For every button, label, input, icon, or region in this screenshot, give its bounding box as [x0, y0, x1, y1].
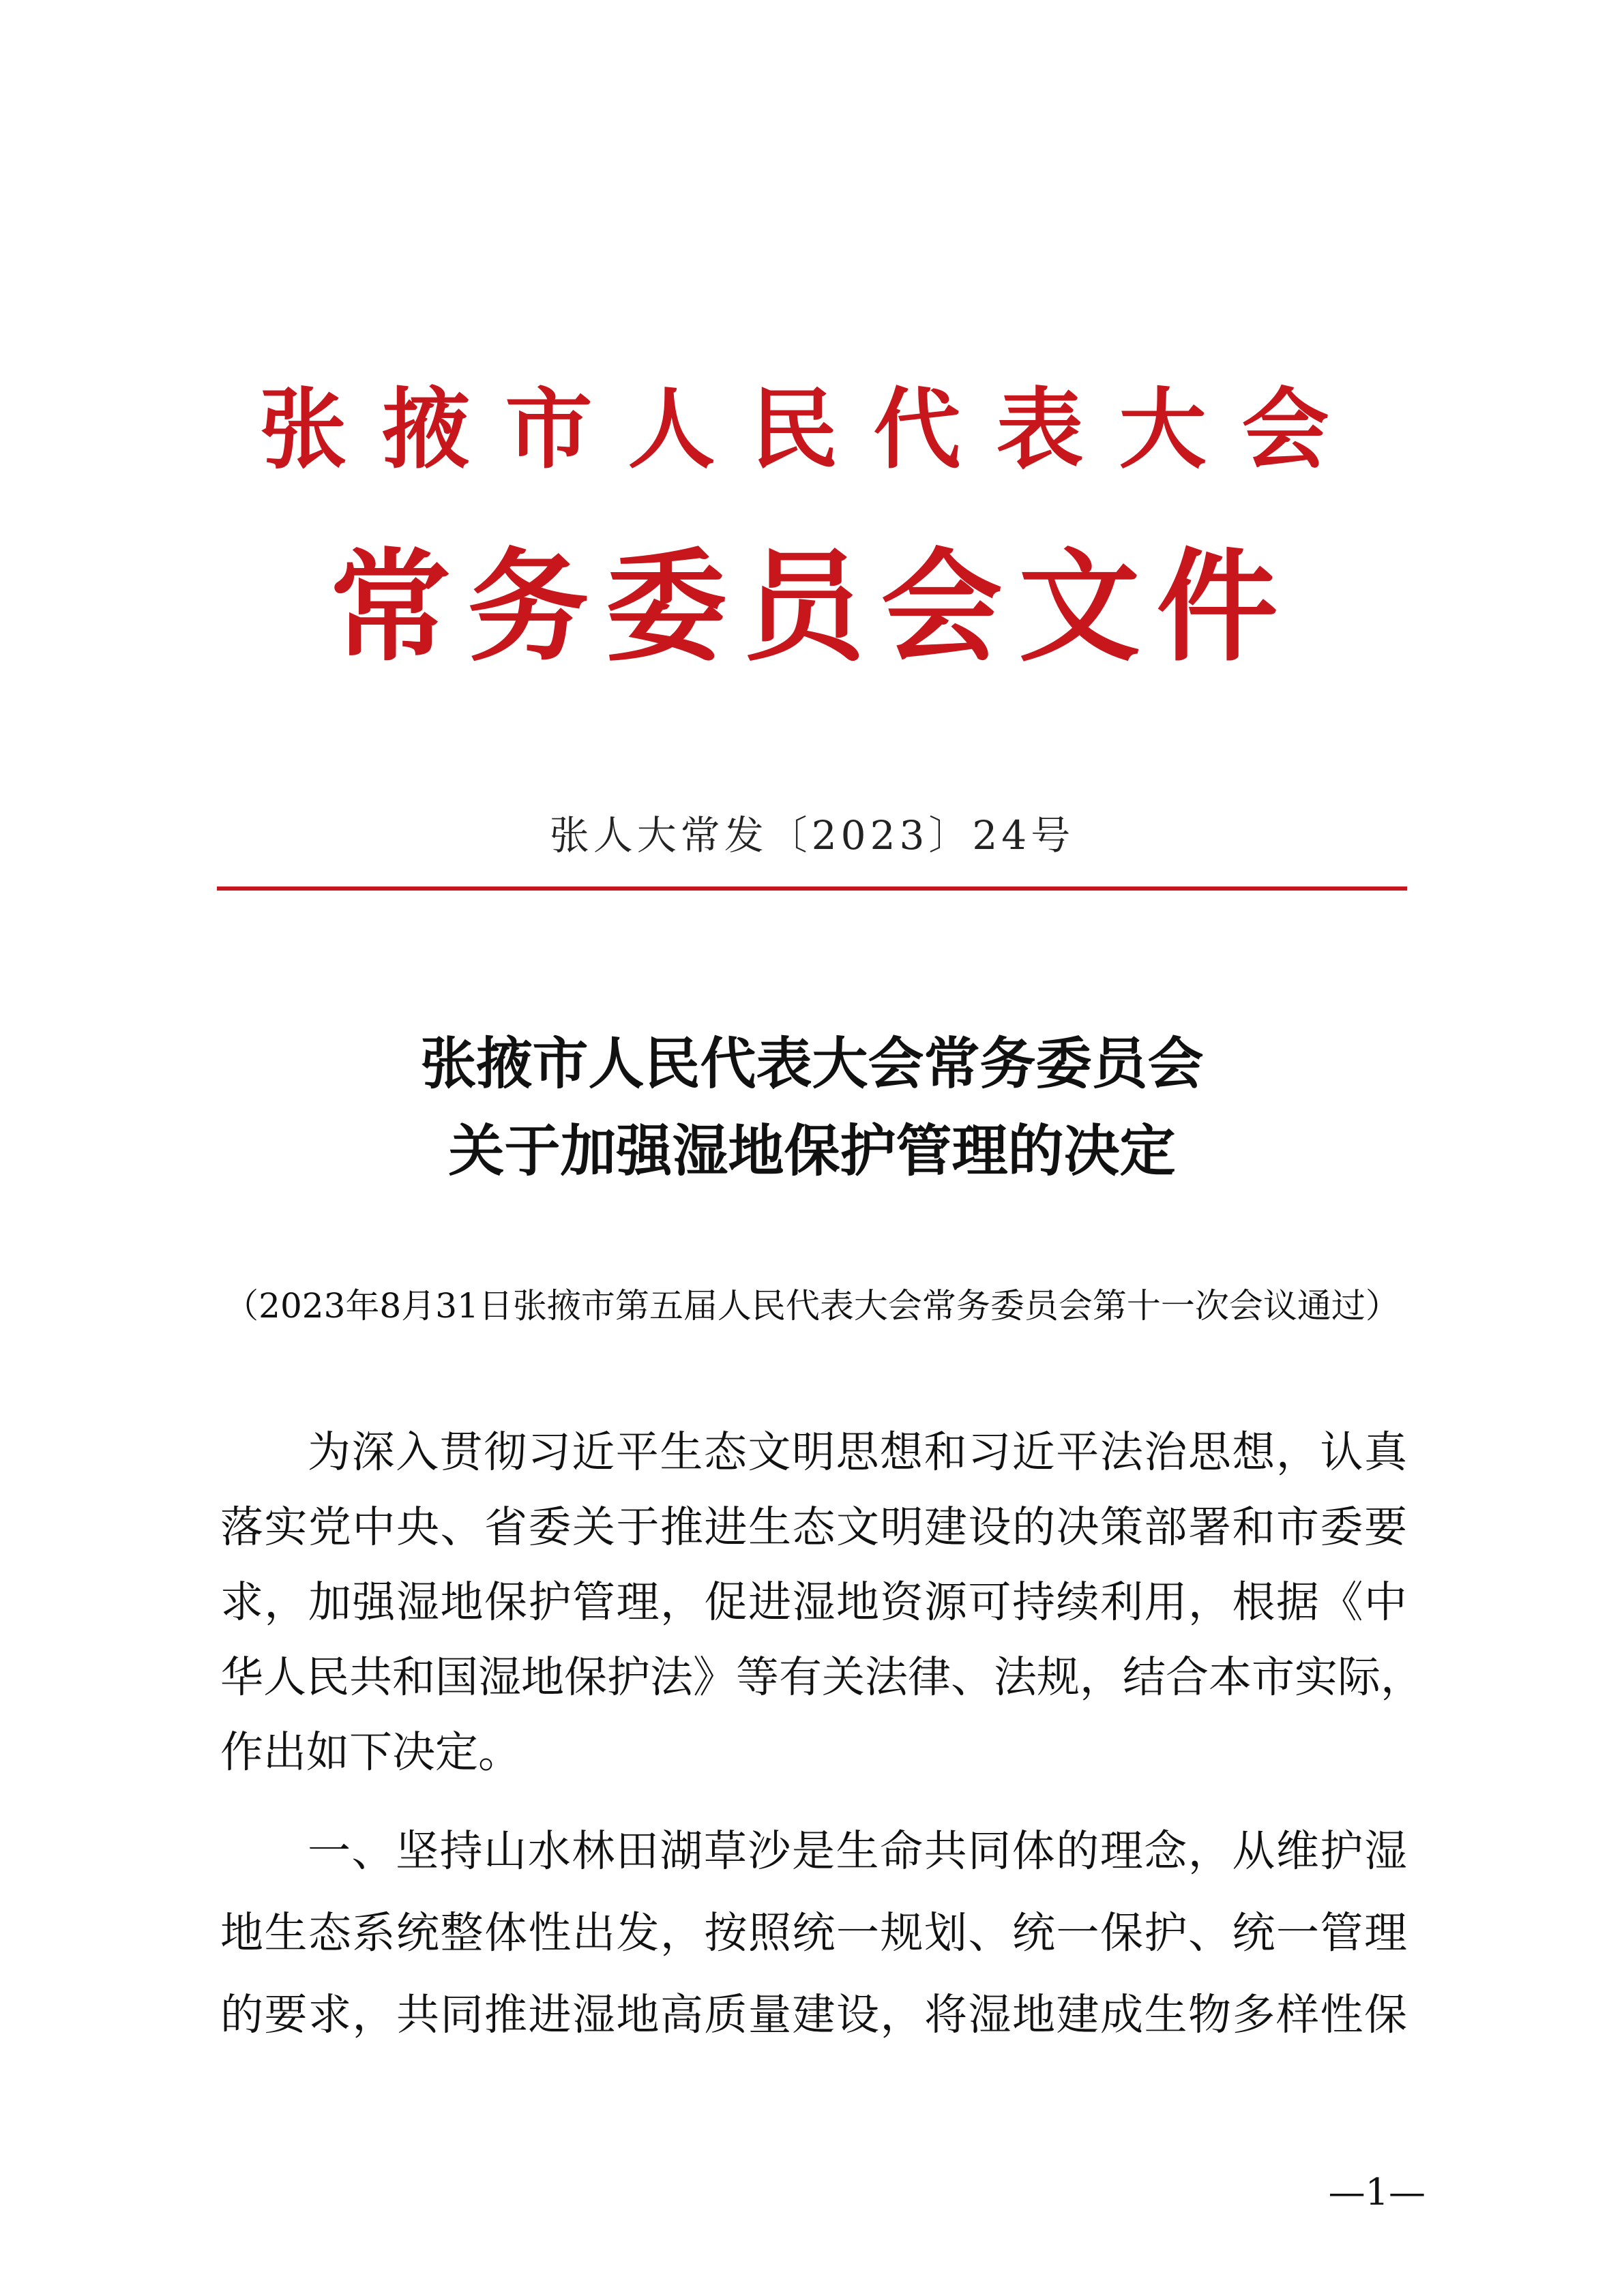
adoption-note: （2023年8月31日张掖市第五届人民代表大会常务委员会第十一次会议通过） — [224, 1286, 1400, 1326]
issuing-organ-name: 张掖市人民代表大会 — [259, 378, 1365, 481]
paragraph1-line: 落实党中央、省委关于推进生态文明建设的决策部署和市委要 — [220, 1502, 1407, 1552]
paragraph1-line: 华人民共和国湿地保护法》等有关法律、法规，结合本市实际， — [220, 1652, 1423, 1702]
paragraph2-line: 一、坚持山水林田湖草沙是生命共同体的理念，从维护湿 — [308, 1826, 1407, 1876]
paragraph1-line: 求，加强湿地保护管理，促进湿地资源可持续利用，根据《中 — [220, 1577, 1407, 1627]
document-title-line1: 张掖市人民代表大会常务委员会 — [420, 1031, 1204, 1097]
paragraph1-line: 作出如下决定。 — [220, 1727, 521, 1777]
document-number: 张人大常发〔2023〕24号 — [549, 812, 1075, 859]
page-number: —1— — [1328, 2171, 1426, 2213]
paragraph1-line: 为深入贯彻习近平生态文明思想和习近平法治思想，认真 — [308, 1427, 1407, 1477]
red-separator-line — [217, 886, 1407, 891]
paragraph2-line: 的要求，共同推进湿地高质量建设，将湿地建成生物多样性保 — [220, 1990, 1407, 2040]
document-title-line2: 关于加强湿地保护管理的决定 — [448, 1118, 1176, 1184]
document-type-heading: 常务委员会文件 — [329, 535, 1295, 678]
paragraph2-line: 地生态系统整体性出发，按照统一规划、统一保护、统一管理 — [220, 1908, 1407, 1958]
